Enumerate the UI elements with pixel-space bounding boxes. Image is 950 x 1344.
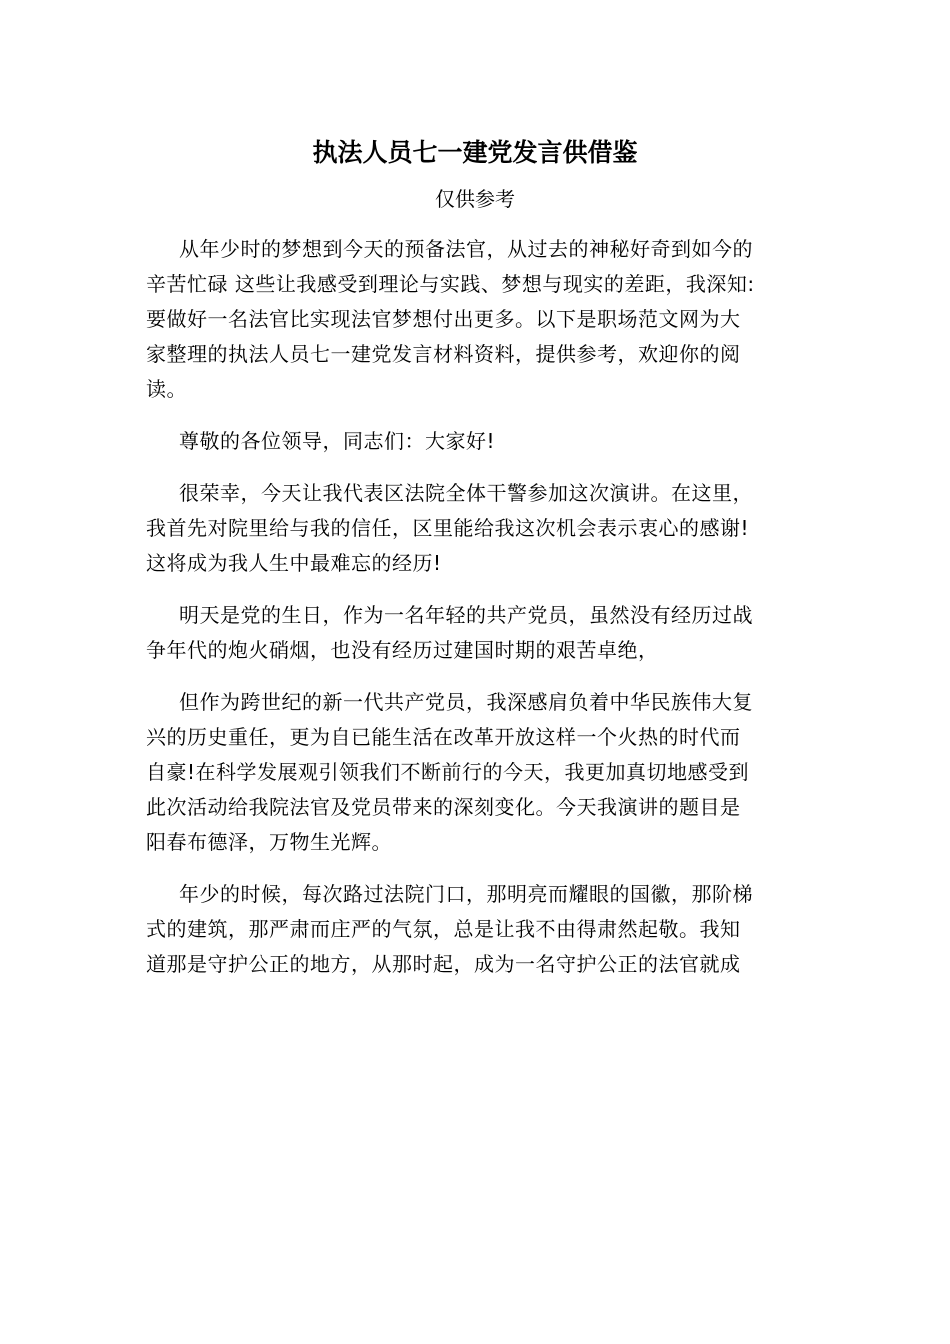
text-line: 式的建筑，那严肃而庄严的气氛，总是让我不由得肃然起敬。我知: [146, 917, 741, 941]
text-line: 我首先对院里给与我的信任，区里能给我这次机会表示衷心的感谢!: [146, 516, 750, 540]
paragraph: [146, 232, 812, 407]
text-line: 自豪!在科学发展观引领我们不断前行的今天，我更加真切地感受到: [146, 760, 750, 784]
text-line: 从年少时的梦想到今天的预备法官，从过去的神秘好奇到如今的: [179, 237, 753, 261]
document-subtitle: 仅供参考: [435, 187, 515, 211]
document-body: [146, 232, 812, 999]
paragraph: [146, 476, 812, 581]
text-line: 辛苦忙碌 这些让我感受到理论与实践、梦想与现实的差距，我深知:: [146, 272, 755, 296]
text-line: 兴的历史重任，更为自已能生活在改革开放这样一个火热的时代而: [146, 725, 741, 749]
text-line: 家整理的执法人员七一建党发言材料资料，提供参考，欢迎你的阅: [146, 342, 741, 366]
text-line: 很荣幸，今天让我代表区法院全体干警参加这次演讲。在这里，: [179, 481, 753, 505]
text-line: 道那是守护公正的地方，从那时起，成为一名守护公正的法官就成: [146, 952, 741, 976]
text-line: 要做好一名法官比实现法官梦想付出更多。以下是职场范文网为大: [146, 307, 741, 331]
text-line: 这将成为我人生中最难忘的经历!: [146, 551, 442, 575]
text-line: 明天是党的生日，作为一名年轻的共产党员，虽然没有经历过战: [179, 603, 753, 627]
text-line: 但作为跨世纪的新一代共产党员，我深感肩负着中华民族伟大复: [179, 690, 753, 714]
text-line: 读。: [146, 377, 187, 401]
text-line: 尊敬的各位领导，同志们：大家好!: [179, 429, 496, 453]
paragraph: [146, 424, 812, 459]
text-line: 此次活动给我院法官及党员带来的深刻变化。今天我演讲的题目是: [146, 795, 741, 819]
text-line: 争年代的炮火硝烟，也没有经历过建国时期的艰苦卓绝，: [146, 638, 659, 662]
text-line: 年少的时候，每次路过法院门口，那明亮而耀眼的国徽，那阶梯: [179, 882, 753, 906]
paragraph: [146, 877, 812, 982]
paragraph: [146, 685, 812, 860]
text-line: 阳春布德泽，万物生光辉。: [146, 830, 392, 854]
document-title: 执法人员七一建党发言供借鉴: [312, 138, 638, 167]
paragraph: [146, 598, 812, 668]
